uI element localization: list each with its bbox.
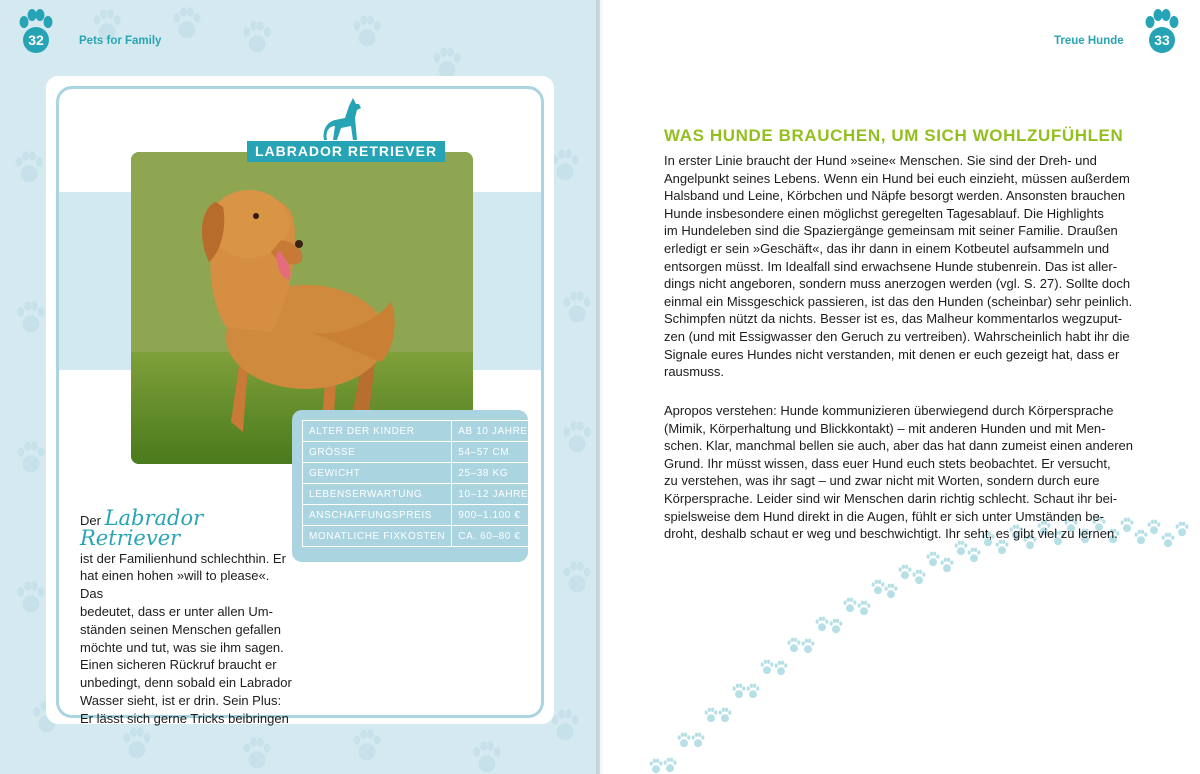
text-line: Wasser sieht, ist er drin. Sein Plus: [80, 692, 282, 708]
text-line: spielsweise dem Hund direkt in die Augen, fühlt er sich unter Umständen be- [664, 508, 1105, 524]
text-line: Hunde insbesondere einen möglichst geregelten Tagesablauf. Die Highlights [664, 205, 1104, 221]
page-number-badge [1142, 8, 1182, 54]
text-line: (Mimik, Körperhaltung und Blickkontakt) – mit anderen Hunden und mit Men- [664, 420, 1106, 436]
stats-row [303, 526, 535, 547]
stats-row [303, 484, 535, 505]
paw-icon [14, 440, 48, 474]
paw-icon [170, 6, 204, 40]
paw-icon [240, 736, 274, 770]
text-line: Halsband und Leine, Körbchen und Näpfe besorgt werden. Ansonsten brauchen [664, 188, 1126, 204]
text-line: bedeutet, dass er unter allen Um- [80, 603, 273, 619]
paw-icon [120, 726, 154, 760]
breed-title: LABRADOR RETRIEVER [247, 141, 445, 162]
paragraph-2 [664, 402, 1134, 543]
stats-label: MONATLICHE FIXKOSTEN [303, 526, 452, 547]
paw-print-icon [662, 757, 678, 773]
paw-icon [14, 300, 48, 334]
stats-value: 25–38 KG [452, 463, 535, 484]
stats-row [303, 421, 535, 442]
paw-print-icon [1174, 521, 1190, 537]
text-line: Körpersprache. Leider sind wir Menschen darin richtig schlecht. Schaut ihr bei- [664, 490, 1118, 506]
stats-value: 54–57 CM [452, 442, 535, 463]
text-line: entsorgen müsst. Im Idealfall sind erwachsene Hunde stubenrein. Das ist aller- [664, 258, 1118, 274]
intro-breed-name: Labrador Retriever [80, 506, 204, 550]
stats-value: AB 10 JAHRE [452, 421, 535, 442]
text-line: schen. Klar, manchmal bellen sie auch, aber das hat dann zumeist einen anderen [664, 438, 1134, 454]
stats-box [292, 410, 528, 562]
text-line: rausmuss. [664, 364, 724, 380]
intro-text [80, 506, 292, 728]
dog-silhouette-icon [323, 96, 367, 142]
paw-print-icon [800, 638, 816, 654]
paw-icon [350, 728, 384, 762]
paw-icon [240, 20, 274, 54]
paw-icon [430, 46, 464, 80]
text-line: Signale eures Hundes nicht verstanden, mit denen er euch gezeigt hat, dass er [664, 346, 1120, 362]
text-line: In erster Linie braucht der Hund »seine« Menschen. Sie sind der Dreh- und [664, 153, 1097, 168]
stats-label: GRÖSSE [303, 442, 452, 463]
paw-icon [12, 150, 46, 184]
text-line: dings nicht angeboren, sondern muss anerzogen werden (vgl. S. 27). Sollte doch [664, 276, 1131, 292]
text-line: Apropos verstehen: Hunde kommunizieren überwiegend durch Körpersprache [664, 403, 1114, 418]
paw-print-icon [773, 660, 789, 676]
text-line: zu verstehen, was ihr sagt – und zwar nicht mit Worten, sondern durch eure [664, 473, 1100, 489]
paw-print-icon [966, 547, 982, 563]
text-line: ist der Familienhund schlechthin. Er [80, 550, 286, 566]
stats-row [303, 442, 535, 463]
text-line: unbedingt, denn sobald ein Labrador [80, 675, 292, 691]
stats-value: 10–12 JAHRE [452, 484, 535, 505]
book-gutter [596, 0, 604, 774]
page-number: 33 [1154, 32, 1170, 48]
paw-print-icon [939, 557, 955, 573]
paw-print-icon [828, 618, 844, 634]
paw-icon [560, 420, 594, 454]
paw-icon [470, 740, 504, 774]
intro-prefix: Der [80, 513, 101, 528]
running-head: Treue Hunde [1054, 35, 1124, 47]
text-line: Schimpfen nützt da nichts. Besser ist es, das Malheur kommentarlos wegzuput- [664, 311, 1123, 327]
text-line: droht, deshalb schaut er weg und beschwichtigt. Ihr seht, es gibt viel zu lernen. [664, 526, 1118, 542]
paw-print-icon [856, 600, 872, 616]
paragraph-1 [664, 152, 1134, 381]
page-number: 32 [28, 32, 44, 48]
text-line: Grund. Ihr müsst wissen, dass euer Hund euch stets beobachtet. Er versucht, [664, 455, 1111, 471]
stats-label: ANSCHAFFUNGSPREIS [303, 505, 452, 526]
text-line: Einen sicheren Rückruf braucht er [80, 657, 277, 673]
stats-value: CA. 60–80 € [452, 526, 535, 547]
text-line: ständen seinen Menschen gefallen [80, 621, 281, 637]
stats-table [302, 420, 535, 547]
text-line: zen (und mit Essigwasser den Geruch zu vertreiben). Wahrscheinlich habt ihr die [664, 328, 1130, 344]
stats-label: GEWICHT [303, 463, 452, 484]
paw-icon [14, 580, 48, 614]
stats-label: ALTER DER KINDER [303, 421, 452, 442]
paw-print-icon [911, 569, 927, 585]
text-line: erledigt er sein »Geschäft«, das ihr dann in einem Kotbeutel aufsammeln und [664, 240, 1110, 256]
paw-icon [560, 560, 594, 594]
section-heading: WAS HUNDE BRAUCHEN, UM SICH WOHLZUFÜHLEN [664, 126, 1124, 145]
text-line: möchte und tut, was sie ihm sagen. [80, 639, 284, 655]
paw-print-icon [717, 707, 733, 723]
text-line: einmal ein Missgeschick passieren, ist das den Hunden (scheinbar) sehr peinlich. [664, 293, 1133, 309]
text-line: hat einen hohen »will to please«. Das [80, 568, 270, 602]
text-line: Angelpunkt seines Lebens. Wenn ein Hund bei euch einzieht, müssen außerdem [664, 170, 1130, 186]
stats-value: 900–1.100 € [452, 505, 535, 526]
right-page [600, 0, 1200, 774]
text-line: Er lässt sich gerne Tricks beibringen [80, 710, 289, 726]
running-head: Pets for Family [79, 35, 162, 47]
paw-icon [560, 290, 594, 324]
paw-icon [350, 14, 384, 48]
paw-print-icon [883, 583, 899, 599]
stats-row [303, 463, 535, 484]
page-number-badge [16, 8, 56, 54]
stats-label: LEBENSERWARTUNG [303, 484, 452, 505]
stats-row [303, 505, 535, 526]
paw-print-icon [690, 732, 706, 748]
paw-print-icon [745, 683, 761, 699]
text-line: im Hundeleben sind die Spaziergänge gemeinsam mit seiner Familie. Draußen [664, 223, 1118, 239]
